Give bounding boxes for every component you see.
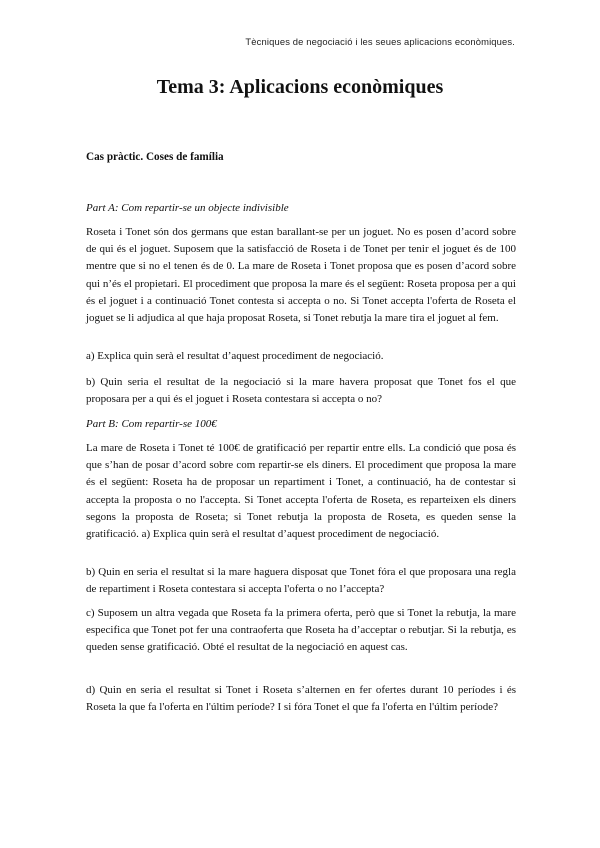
part-b-intro: La mare de Roseta i Tonet té 100€ de gratificació per repartir entre ells. La condició que posa és que s’han de posar d’acord sobre com repartir-se els diners. El procediment que proposa la mare és el següent: Roseta ha de proposar un repartiment i Tonet, a continuació, ha de contestar si accepta la proposta o no l'accepta. Si Tonet accepta l'oferta de Roseta, es reparteixen els diners segons la proposta de Roseta; si Tonet rebutja la proposta de Roseta, es queden sense la gratificació. a) Explica quin serà el resultat d’aquest procediment de negociació. [86,442,516,541]
part-b-heading: Part B: Com repartir-se 100€ [86,418,217,430]
case-title: Cas pràctic. Coses de família [86,151,224,163]
part-b-question-b: b) Quin en seria el resultat si la mare haguera disposat que Tonet fóra el que proposara una regla de repartiment i Roseta contestara si accepta l'oferta o no l’accepta? [86,566,516,596]
part-a-heading: Part A: Com repartir-se un objecte indivisible [86,202,289,214]
part-a-question-b: b) Quin seria el resultat de la negociació si la mare havera proposat que Tonet fos el que proposara per a qui és el joguet i Roseta contestara si accepta o no? [86,376,516,406]
part-a-question-a: a) Explica quin serà el resultat d’aquest procediment de negociació. [86,350,384,362]
part-b-question-c: c) Suposem un altra vegada que Roseta fa la primera oferta, però que si Tonet la rebutja, la mare especifica que Tonet pot fer una contraoferta que Roseta ha d’acceptar o rebutjar. Si la rebutja, es queden sense gratificació. Obté el resultat de la negociació en aquest cas. [86,607,516,654]
part-a-intro: Roseta i Tonet són dos germans que estan barallant-se per un joguet. No es posen d’acord sobre de qui és el joguet. Suposem que la satisfacció de Roseta i de Tonet per tenir el joguet és de 100 mentre que si no el tenen és de 0. La mare de Roseta i Tonet proposa que es posen d’acord sobre qui n’és el propietari. El procediment que proposa la mare és el següent: Roseta proposa per a qui és el joguet i a continuació Tonet contesta si accepta o no. Si Tonet accepta l'oferta de Roseta el joguet se li adjudica al que haja proposat Roseta, si Tonet rebutja la mare tira el joguet al fem. [86,226,516,325]
page-title: Tema 3: Aplicacions econòmiques [156,76,444,98]
part-b-question-d: d) Quin en seria el resultat si Tonet i Roseta s’alternen en fer ofertes durant 10 períodes i és Roseta la que fa l'oferta en l'últim període? I si fóra Tonet el que fa l'oferta en l'últim període? [86,684,516,714]
running-header: Tècniques de negociació i les seues aplicacions econòmiques. [245,36,515,47]
